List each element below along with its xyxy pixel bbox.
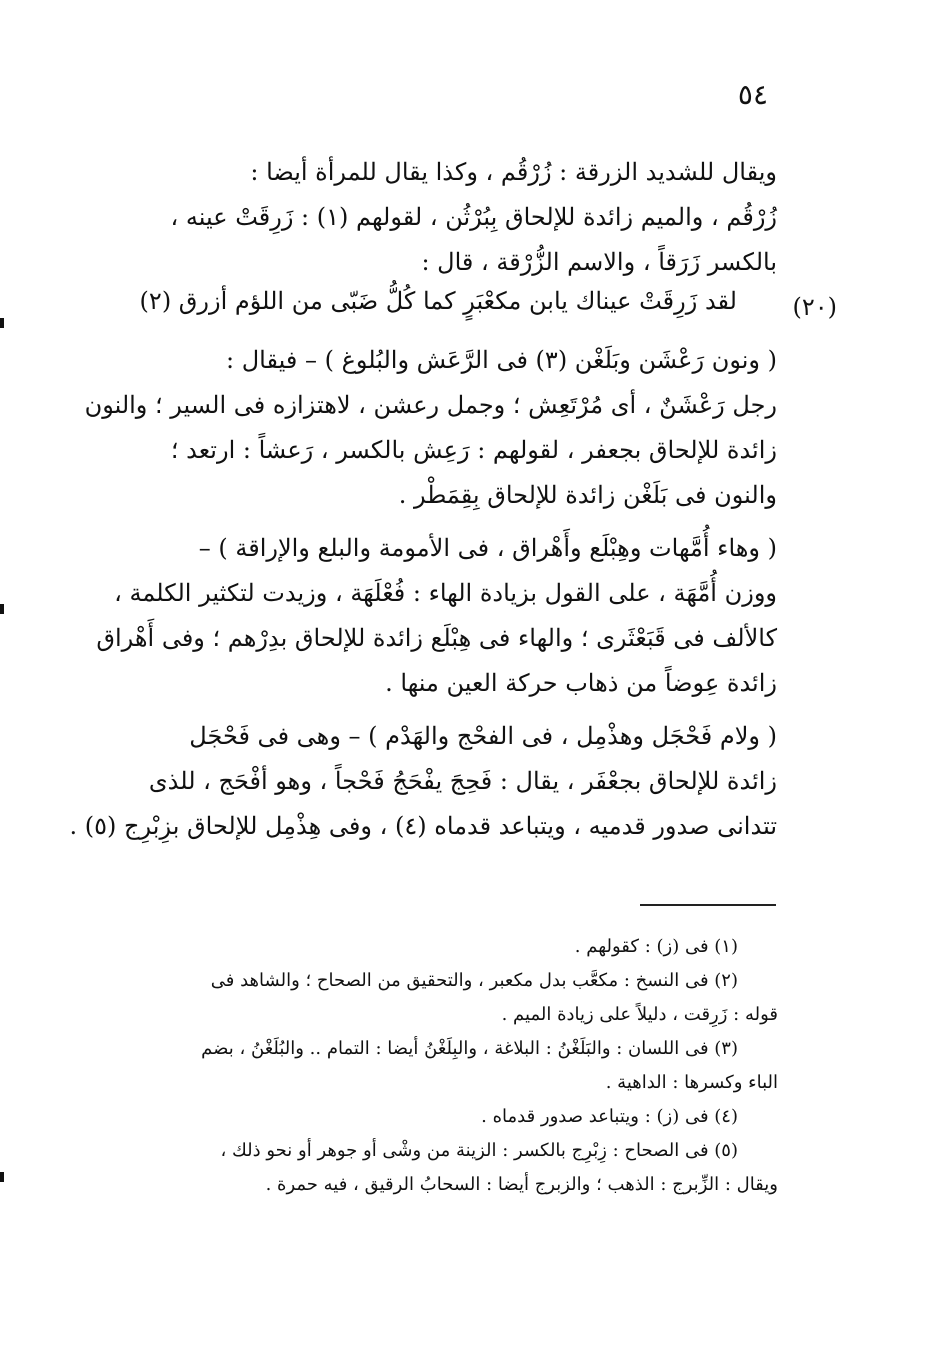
text-line: ( ونون رَعْشَن وبَلَغْن (٣) فى الرَّعَش والبُلوغ ) – فيقال :: [226, 346, 777, 374]
scan-edge-mark: [0, 604, 4, 614]
text-line: زائدة عِوضاً من ذهاب حركة العين منها .: [385, 669, 777, 697]
footnotes: [130, 930, 778, 1202]
footnote-2-continued: قوله : زَرِقت ، دليلاً على زيادة الميم .: [501, 1004, 778, 1025]
scan-edge-mark: [0, 1172, 4, 1182]
text-line: زائدة للإلحاق بجعفر ، لقولهم : رَعِش بالكسر ، رَعشاً : ارتعد ؛: [170, 436, 777, 464]
text-line: زُرْقُم ، والميم زائدة للإلحاق بِبُرْثُن ، لقولهم (١) : زَرِقَتْ عينه ،: [170, 203, 777, 231]
page-number: ٥٤: [737, 78, 768, 111]
text-line: ووزن أُمَّهَة ، على القول بزيادة الهاء : فُعْلَهَة ، وزيدت لتكثير الكلمة ،: [114, 579, 777, 607]
text-line: رجل رَعْشَنٌ ، أى مُرْتَعِش ؛ وجمل رعشن ، لاهتزازه فى السير ؛ والنون: [84, 391, 777, 419]
text-line: تتدانى صدور قدميه ، ويتباعد قدماه (٤) ، وفى هِذْمِل للإلحاق بزِبْرِج (٥) .: [69, 812, 777, 840]
verse-number: (٢٠): [792, 293, 837, 321]
main-text: [69, 150, 837, 849]
footnote-3-continued: الباء وكسرها : الداهية .: [605, 1072, 778, 1093]
text-line: ( وهاء أُمَّهات وهِبْلَع وأَهْراق ، فى الأمومة والبلع والإراقة ) –: [198, 534, 777, 562]
footnote-separator: [640, 904, 776, 906]
paragraph-gap: [125, 518, 777, 526]
footnote-5-continued: ويقال : الزِّبرج : الذهب ؛ والزبرج أيضا : السحابُ الرقيق ، فيه حمرة .: [265, 1174, 778, 1195]
scan-edge-mark: [0, 318, 4, 328]
text-line: والنون فى بَلَغْن زائدة للإلحاق بِقِمَطْر .: [398, 481, 777, 509]
text-line: ويقال للشديد الزرقة : زُرْقُم ، وكذا يقال للمرأة أيضا :: [250, 158, 777, 186]
footnote-2: (٢) فى النسخ : مكعَّب بدل مكعبر ، والتحقيق من الصحاح ؛ والشاهد فى: [210, 970, 738, 991]
text-line: زائدة للإلحاق بجعْفَر ، يقال : فَحِجَ يفْحَجُ فَحْجاً ، وهو أفْحَج ، للذى: [148, 767, 777, 795]
text-line: بالكسر زَرَقاً ، والاسم الزُّرْقة ، قال :: [421, 248, 777, 276]
paragraph-gap: [125, 330, 777, 338]
text-line: ( ولام فَحْجَل وهذْمِل ، فى الفحْج والهَدْم ) – وهى فى فَحْجَل: [189, 722, 777, 750]
text-line: كالألف فى قَبَعْثَرى ؛ والهاء فى هِبْلَع زائدة للإلحاق بدِرْهم ؛ وفى أَهْراق: [96, 624, 777, 652]
verse: [125, 285, 837, 330]
verse-text: لقد زَرِقَتْ عيناك يابن مكعْبَرٍ كما كُلُّ ضَبّى من اللؤم أزرق (٢): [139, 287, 737, 315]
footnote-5: (٥) فى الصحاح : زِبْرِج بالكسر : الزينة من وشْى أو جوهر أو نحو ذلك ،: [220, 1140, 738, 1161]
footnote-1: (١) فى (ز) : كقولهم .: [574, 936, 738, 957]
footnote-3: (٣) فى اللسان : والبَلَغْنُ : البلاغة ، والبِلَغْنُ أيضا : التمام .. والبُلَغْنُ ، بضم: [201, 1038, 738, 1059]
paragraph-gap: [125, 706, 777, 714]
footnote-4: (٤) فى (ز) : ويتباعد صدور قدماه .: [481, 1106, 738, 1127]
